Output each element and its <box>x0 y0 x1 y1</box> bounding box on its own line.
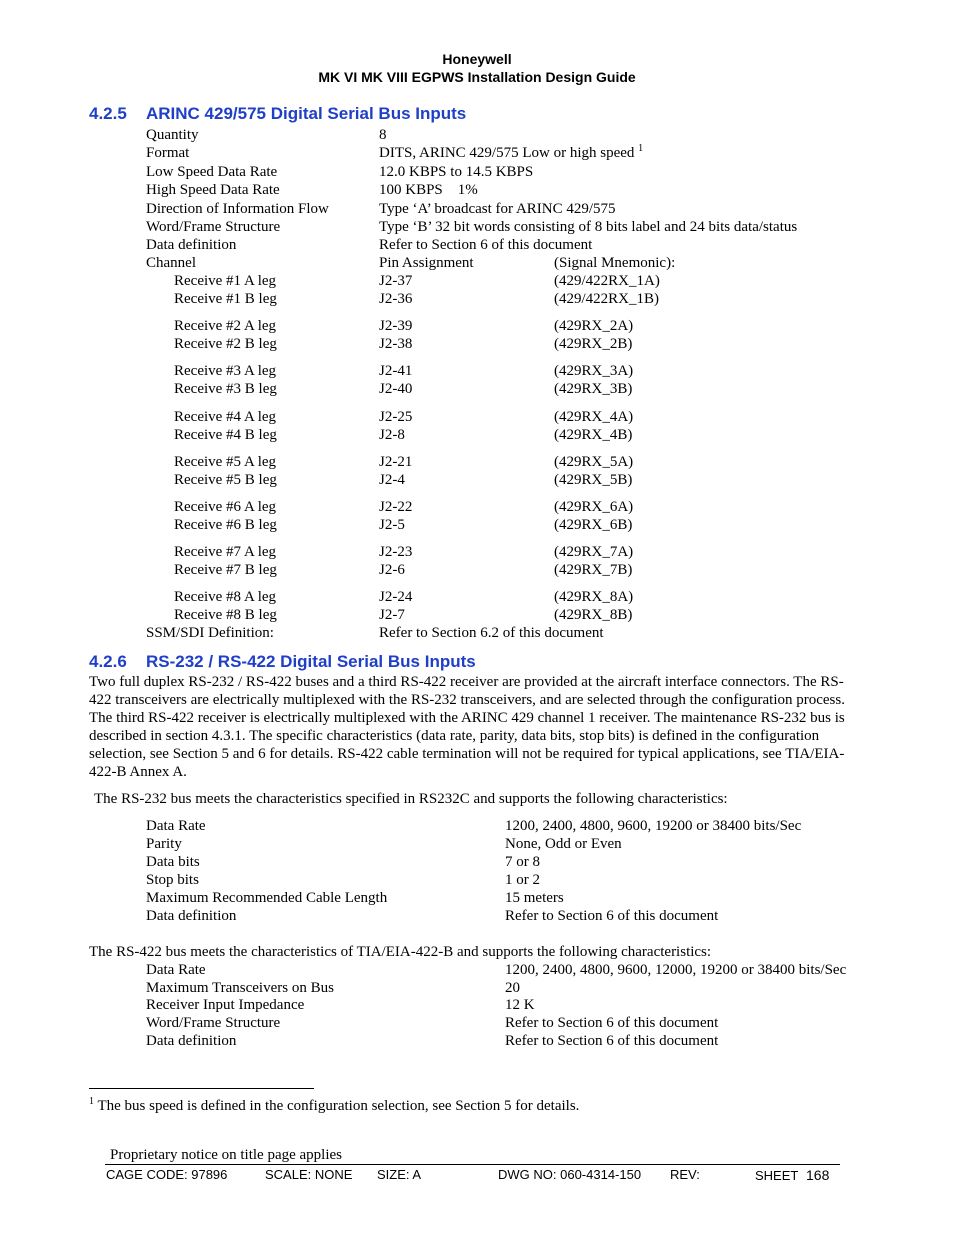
channel-mnemonic: (429RX_4A) <box>554 409 634 425</box>
spec-value: Refer to Section 6 of this document <box>505 1015 719 1031</box>
channel-mnemonic: (429RX_5A) <box>554 454 634 470</box>
spec-value: 1200, 2400, 4800, 9600, 19200 or 38400 bits/Sec <box>505 818 802 834</box>
spec-value: None, Odd or Even <box>505 836 622 852</box>
channel-label: Receive #5 B leg <box>174 472 277 488</box>
ssm-sdi-value: Refer to Section 6.2 of this document <box>379 625 604 641</box>
spec-label: Maximum Transceivers on Bus <box>146 980 334 996</box>
channel-label: Receive #1 A leg <box>174 273 277 289</box>
spec-value: 1200, 2400, 4800, 9600, 12000, 19200 or 38400 bits/Sec <box>505 962 847 978</box>
channel-mnemonic: (429/422RX_1B) <box>554 291 659 307</box>
channel-label: Receive #1 B leg <box>174 291 277 307</box>
channel-mnemonic: (429RX_8A) <box>554 589 634 605</box>
header-company: Honeywell <box>442 51 512 67</box>
spec-label: Data definition <box>146 237 237 253</box>
channel-pin: J2-38 <box>379 336 413 352</box>
channel-pin: J2-37 <box>379 273 413 289</box>
channel-label: Receive #8 B leg <box>174 607 277 623</box>
section-426-heading <box>89 652 476 672</box>
channel-label: Receive #4 B leg <box>174 427 277 443</box>
spec-value: 7 or 8 <box>505 854 540 870</box>
channel-pin: J2-23 <box>379 544 413 560</box>
spec-value-format <box>379 144 643 162</box>
drawing-number: DWG NO: 060-4314-150 <box>498 1167 642 1182</box>
channel-label: Receive #6 B leg <box>174 517 277 533</box>
channel-label: Receive #3 B leg <box>174 381 277 397</box>
spec-value: 12 K <box>505 997 535 1013</box>
channel-label: Receive #6 A leg <box>174 499 277 515</box>
channel-header-pin: Pin Assignment <box>379 255 474 271</box>
footnote-text: The bus speed is defined in the configuration selection, see Section 5 for details. <box>97 1098 580 1114</box>
spec-value: Type ‘A’ broadcast for ARINC 429/575 <box>379 201 616 217</box>
channel-mnemonic: (429RX_8B) <box>554 607 633 623</box>
channel-label: Receive #2 A leg <box>174 318 277 334</box>
spec-label: Receiver Input Impedance <box>146 997 305 1013</box>
channel-label: Receive #2 B leg <box>174 336 277 352</box>
spec-value: 100 KBPS 1% <box>379 182 478 198</box>
channel-mnemonic: (429RX_3A) <box>554 363 634 379</box>
spec-label: Maximum Recommended Cable Length <box>146 890 388 906</box>
section-number: 4.2.5 <box>89 104 127 123</box>
channel-mnemonic: (429RX_2A) <box>554 318 634 334</box>
spec-label: Parity <box>146 836 182 852</box>
spec-value: 8 <box>379 127 387 143</box>
channel-mnemonic: (429RX_7A) <box>554 544 634 560</box>
channel-label: Receive #3 A leg <box>174 363 277 379</box>
channel-pin: J2-8 <box>379 427 405 443</box>
rs-intro-paragraph <box>89 673 859 781</box>
spec-label: Direction of Information Flow <box>146 201 329 217</box>
spec-label: Stop bits <box>146 872 199 888</box>
spec-label: Data definition <box>146 1033 237 1049</box>
cage-code: CAGE CODE: 97896 <box>106 1167 228 1182</box>
spec-label: Low Speed Data Rate <box>146 164 278 180</box>
spec-label: Word/Frame Structure <box>146 219 281 235</box>
footnote <box>89 1097 579 1115</box>
channel-pin: J2-22 <box>379 499 413 515</box>
channel-mnemonic: (429RX_3B) <box>554 381 633 397</box>
channel-pin: J2-36 <box>379 291 413 307</box>
channel-header-mnemonic: (Signal Mnemonic): <box>554 255 676 271</box>
revision: REV: <box>670 1167 700 1182</box>
paragraph-text: Two full duplex RS-232 / RS-422 buses and a third RS-422 receiver are provided at the aircraft interface connectors. The RS-422 transceivers are electrically multiplexed with the RS-232 transceivers, and are selected through the configuration process. The third RS-422 receiver is electrically multiplexed with the ARINC 429 channel 1 receiver. The maintenance RS-232 bus is described in section 4.3.1. The specific characteristics (data rate, parity, data bits, stop bits) is defined in the configuration selection, see Section 5 and 6 for details. RS-422 cable termination will not be required for typical applications, see TIA/EIA-422-B Annex A. <box>89 674 845 780</box>
channel-mnemonic: (429RX_7B) <box>554 562 633 578</box>
channel-pin: J2-6 <box>379 562 405 578</box>
scale: SCALE: NONE <box>265 1167 353 1182</box>
rs232-intro: The RS-232 bus meets the characteristics specified in RS232C and supports the following characteristics: <box>94 791 728 807</box>
channel-pin: J2-24 <box>379 589 413 605</box>
channel-mnemonic: (429RX_6B) <box>554 517 633 533</box>
footnote-divider <box>89 1088 314 1089</box>
channel-mnemonic: (429RX_6A) <box>554 499 634 515</box>
spec-label: Word/Frame Structure <box>146 1015 281 1031</box>
channel-mnemonic: (429RX_2B) <box>554 336 633 352</box>
channel-mnemonic: (429/422RX_1A) <box>554 273 660 289</box>
section-number: 4.2.6 <box>89 652 127 671</box>
spec-label: High Speed Data Rate <box>146 182 280 198</box>
channel-label: Receive #8 A leg <box>174 589 277 605</box>
sheet-label: SHEET <box>755 1168 799 1183</box>
channel-pin: J2-41 <box>379 363 413 379</box>
spec-label: Data bits <box>146 854 200 870</box>
section-title: ARINC 429/575 Digital Serial Bus Inputs <box>146 104 467 123</box>
footnote-reference: 1 <box>638 143 644 154</box>
footnote-mark: 1 <box>89 1096 94 1107</box>
proprietary-notice: Proprietary notice on title page applies <box>110 1147 343 1163</box>
spec-value: Refer to Section 6 of this document <box>505 1033 719 1049</box>
spec-value: 15 meters <box>505 890 564 906</box>
channel-header-label: Channel <box>146 255 196 271</box>
channel-label: Receive #5 A leg <box>174 454 277 470</box>
sheet-number: 168 <box>806 1167 830 1183</box>
spec-value: Refer to Section 6 of this document <box>379 237 593 253</box>
channel-mnemonic: (429RX_4B) <box>554 427 633 443</box>
section-title: RS-232 / RS-422 Digital Serial Bus Inputs <box>146 652 476 671</box>
channel-label: Receive #7 B leg <box>174 562 277 578</box>
spec-value: DITS, ARINC 429/575 Low or high speed <box>379 145 635 161</box>
spec-label: Data definition <box>146 908 237 924</box>
channel-pin: J2-40 <box>379 381 413 397</box>
spec-label: Data Rate <box>146 962 206 978</box>
spec-label: Format <box>146 145 190 161</box>
spec-value: Type ‘B’ 32 bit words consisting of 8 bits label and 24 bits data/status <box>379 219 798 235</box>
spec-value: 1 or 2 <box>505 872 540 888</box>
header-title: MK VI MK VIII EGPWS Installation Design Guide <box>318 69 636 85</box>
spec-value: Refer to Section 6 of this document <box>505 908 719 924</box>
channel-pin: J2-4 <box>379 472 405 488</box>
channel-pin: J2-7 <box>379 607 405 623</box>
size: SIZE: A <box>377 1167 422 1182</box>
channel-pin: J2-5 <box>379 517 405 533</box>
channel-pin: J2-21 <box>379 454 413 470</box>
channel-mnemonic: (429RX_5B) <box>554 472 633 488</box>
spec-value: 20 <box>505 980 520 996</box>
section-425-heading <box>89 104 466 124</box>
spec-label: Data Rate <box>146 818 206 834</box>
channel-label: Receive #7 A leg <box>174 544 277 560</box>
footer-divider <box>105 1164 840 1165</box>
channel-label: Receive #4 A leg <box>174 409 277 425</box>
channel-pin: J2-25 <box>379 409 413 425</box>
ssm-sdi-label: SSM/SDI Definition: <box>146 625 274 641</box>
spec-label: Quantity <box>146 127 199 143</box>
rs422-intro: The RS-422 bus meets the characteristics of TIA/EIA-422-B and supports the following characteristics: <box>89 944 712 960</box>
channel-pin: J2-39 <box>379 318 413 334</box>
spec-value: 12.0 KBPS to 14.5 KBPS <box>379 164 534 180</box>
